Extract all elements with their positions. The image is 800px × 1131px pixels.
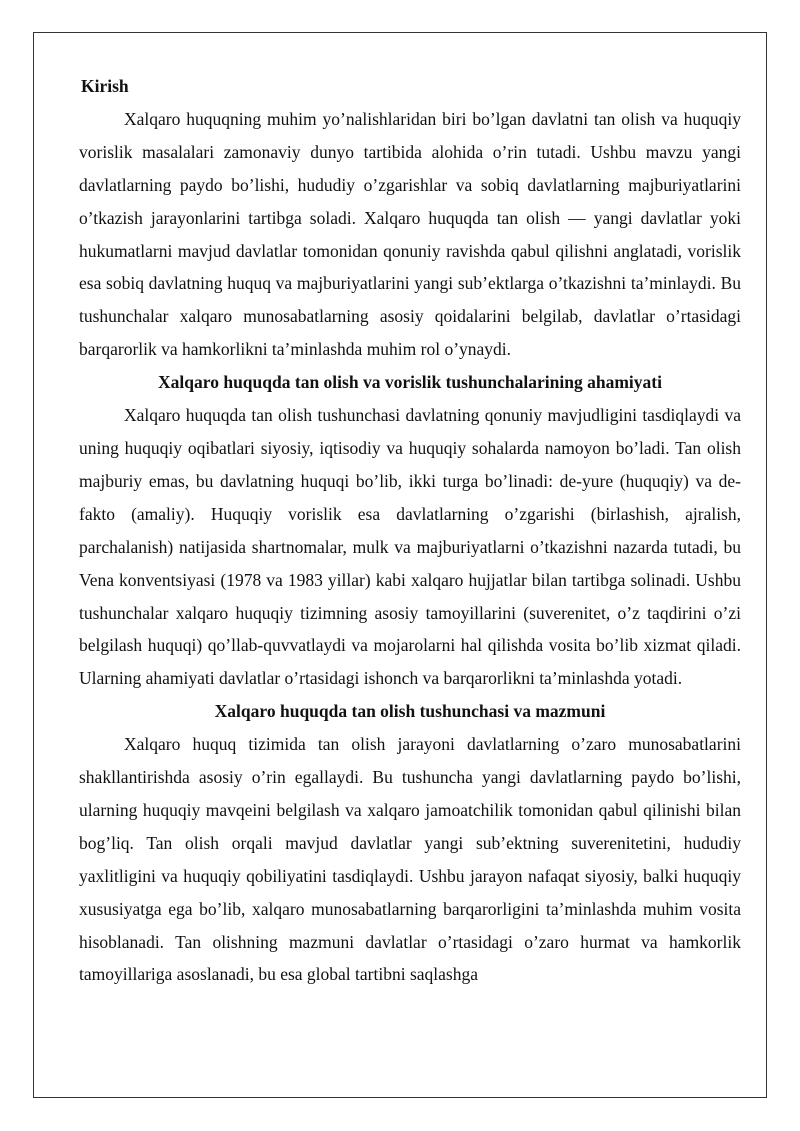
document-body (79, 70, 741, 991)
intro-heading: Kirish (81, 76, 129, 96)
section-heading-concept: Xalqaro huquqda tan olish tushunchasi va mazmuni (214, 701, 606, 722)
paragraph-intro: Xalqaro huquqning muhim yo’nalishlaridan biri bo’lgan davlatni tan olish va huquqiy vorislik masalalari zamonaviy dunyo tartibida alohida o’rin tutadi. Ushbu mavzu yangi davlatlarning paydo bo’lishi, hududiy o’zgarishlar va sobiq davlatlarning majburiyatlarini o’tkazish jarayonlarini tartibga soladi. Xalqaro huquqda tan olish — yangi davlatlar yoki hukumatlarni mavjud davlatlar tomonidan qonuniy ravishda qabul qilishni anglatadi, vorislik esa sobiq davlatning huquq va majburiyatlarini yangi sub’ektlarga o’tkazishni ta’minlaydi. Bu tushunchalar xalqaro munosabatlarning asosiy qoidalarini belgilab, davlatlar o’rtasidagi barqarorlik va hamkorlikni ta’minlashda muhim rol o’ynaydi. (79, 108, 741, 360)
paragraph-concept: Xalqaro huquq tizimida tan olish jarayoni davlatlarning o’zaro munosabatlarini shakllantirishda asosiy o’rin egallaydi. Bu tushuncha yangi davlatlarning paydo bo’lishi, ularning huquqiy mavqeini belgilash va xalqaro jamoatchilik tomonidan qabul qilinishi bilan bog’liq. Tan olish orqali mavjud davlatlar yangi sub’ektning suverenitetini, hududiy yaxlitligini va huquqiy qobiliyatini tasdiqlaydi. Ushbu jarayon nafaqat siyosiy, balki huquqiy xususiyatga ega bo’lib, xalqaro munosabatlarning barqarorligini ta’minlashda muhim vosita hisoblanadi. Tan olishning mazmuni davlatlar o’rtasidagi o’zaro hurmat va hamkorlik tamoyillariga asoslanadi, bu esa global tartibni saqlashga (79, 734, 741, 985)
section-heading-significance: Xalqaro huquqda tan olish va vorislik tushunchalarining ahamiyati (158, 372, 662, 393)
paragraph-significance: Xalqaro huquqda tan olish tushunchasi davlatning qonuniy mavjudligini tasdiqlaydi va uning huquqiy oqibatlari siyosiy, iqtisodiy va huquqiy sohalarda namoyon bo’ladi. Tan olish majburiy emas, bu davlatning huquqi bo’lib, ikki turga bo’linadi: de-yure (huquqiy) va de-fakto (amaliy). Huquqiy vorislik esa davlatlarning o’zgarishi (birlashish, ajralish, parchalanish) natijasida shartnomalar, mulk va majburiyatlarni o’tkazishni nazarda tutadi, bu Vena konventsiyasi (1978 va 1983 yillar) kabi xalqaro hujjatlar bilan tartibga solinadi. Ushbu tushunchalar xalqaro huquqiy tizimning asosiy tamoyillarini (suverenitet, o’z taqdirini o’zi belgilash huquqi) qo’llab-quvvatlaydi va mojarolarni hal qilishda vosita bo’lib xizmat qiladi. Ularning ahamiyati davlatlar o’rtasidagi ishonch va barqarorlikni ta’minlashda yotadi. (79, 405, 741, 689)
